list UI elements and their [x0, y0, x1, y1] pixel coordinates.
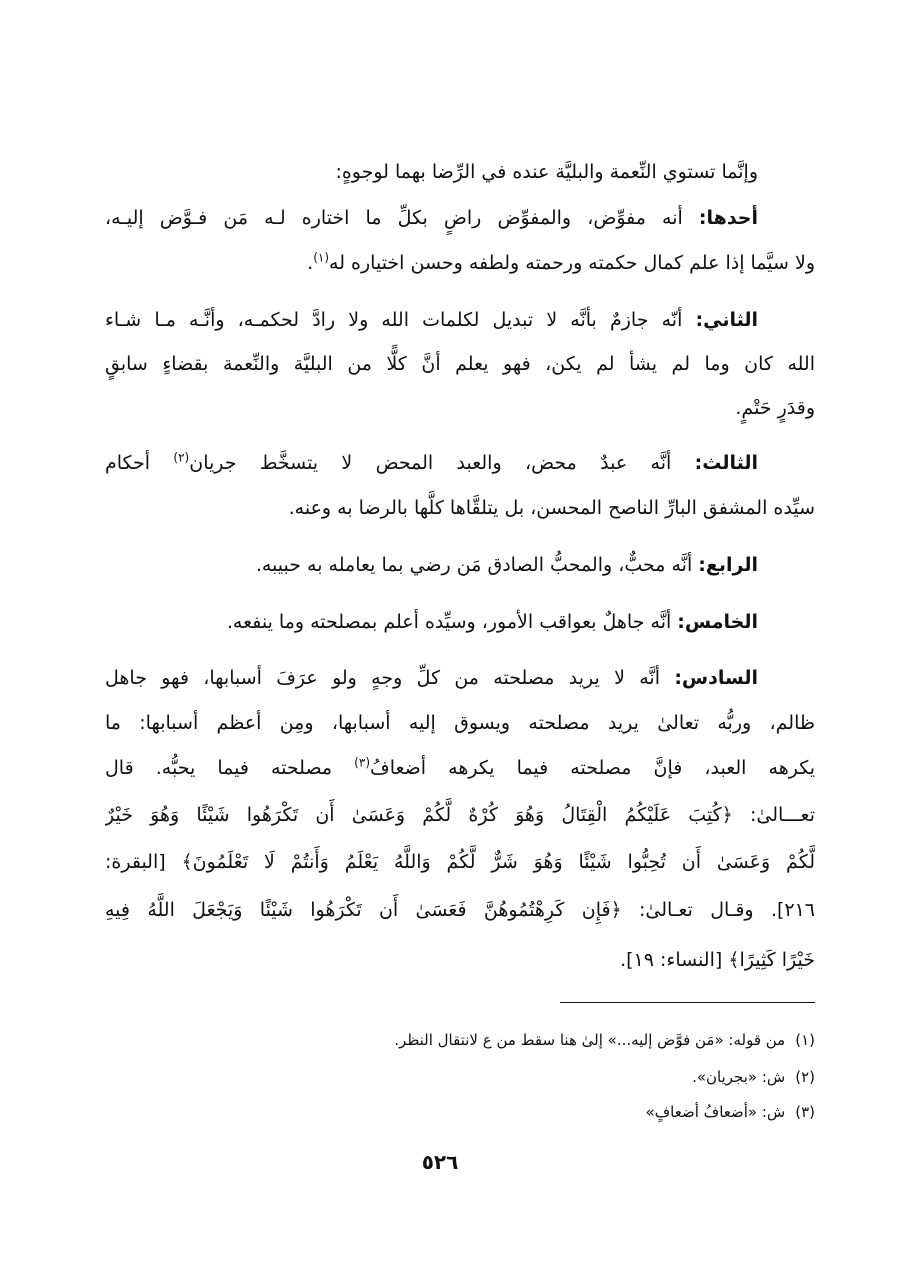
point-6-line-2: ظالم، وربُّه تعالىٰ يريد مصلحته ويسوق إليه أسبابها، ومِن أعظم أسبابها: ما	[105, 712, 815, 734]
footnote-ref-3[interactable]: (٣)	[354, 755, 370, 770]
period: .	[307, 252, 314, 274]
point-6-line-7	[105, 938, 815, 982]
point-2-line-2: الله كان وما لم يشأ لم يكن، فهو يعلم أنَّ كلًّا من البليَّة والنِّعمة بقضاءٍ سابقٍ	[105, 353, 815, 375]
footnote-1	[300, 1023, 815, 1057]
intro-line: وإنَّما تستوي النِّعمة والبليَّة عنده في الرِّضا بهما لوجوهٍ:	[335, 161, 758, 183]
point-1-line-1	[105, 196, 758, 240]
quran-verse-2: ﴿فَإِن كَرِهْتُمُوهُنَّ فَعَسَىٰ أَن تَكْرَهُوا شَيْئًا وَيَجْعَلَ اللَّهُ فِيهِ	[105, 899, 622, 921]
quran-verse-1-cont: لَّكُمْ وَعَسَىٰ أَن تُحِبُّوا شَيْئًا وَهُوَ شَرٌّ لَّكُمْ وَاللَّهُ يَعْلَمُ وَأَنتُمْ لَا تَعْلَمُونَ﴾	[181, 851, 815, 873]
quote-intro: تعـــالىٰ:	[732, 804, 815, 826]
footnote-ref-1[interactable]: (١)	[313, 250, 330, 265]
footnote-number: (٢)	[795, 1068, 815, 1086]
point-3-text: أنَّه عبدٌ محض، والعبد المحض لا يتسخَّط جريان	[189, 452, 695, 474]
point-2-heading: الثاني:	[695, 309, 758, 331]
point-6-heading: السادس:	[674, 667, 758, 689]
footnote-3	[300, 1095, 815, 1129]
point-5-heading: الخامس:	[677, 611, 758, 633]
point-1-text: أنه مفوِّض، والمفوِّض راضٍ بكلِّ ما اختاره لـه مَن فـوَّض إليـه،	[105, 207, 699, 229]
point-4-line-1	[105, 543, 758, 587]
footnote-text: ش: «أضعافُ أضعافٍ»	[645, 1103, 786, 1121]
quran-verse-2-cont: خَيْرًا كَثِيرًا﴾	[728, 949, 815, 971]
point-2-text: أنّه جازمٌ بأنَّه لا تبديل لكلمات الله ولا رادَّ لحكمـه، وأنَّـه مـا شـاء	[105, 309, 696, 331]
point-6-line-4	[105, 793, 815, 837]
verse-reference-1-end: ٢١٦]. وقـال تعـالىٰ:	[621, 899, 815, 921]
point-5-line-1	[105, 600, 758, 644]
footnote-text: ش: «بجريان».	[692, 1068, 786, 1086]
verse-reference-2: [النساء: ١٩].	[620, 949, 729, 971]
verse-reference-1: [البقرة:	[105, 851, 182, 873]
footnote-divider	[560, 1002, 815, 1003]
point-6-text-3-end: مصلحته فيما يحبُّه. قال	[105, 757, 355, 779]
point-6-text: أنَّه لا يريد مصلحته من كلِّ وجهٍ ولو عرَفَ أسبابها، فهو جاهل	[105, 667, 675, 689]
footnote-number: (٣)	[795, 1103, 815, 1121]
point-6-line-3	[105, 746, 815, 790]
point-1-text-2: ولا سيَّما إذا علم كمال حكمته ورحمته ولطفه وحسن اختياره له	[329, 252, 815, 274]
footnote-ref-2[interactable]: (٢)	[173, 450, 190, 465]
point-6-line-5	[105, 840, 815, 884]
point-3-text-end: أحكام	[105, 452, 174, 474]
point-5-text: أنَّه جاهلٌ بعواقب الأمور، وسيِّده أعلم بمصلحته وما ينفعه.	[226, 611, 678, 633]
point-3-line-1	[105, 441, 758, 485]
footnote-2	[300, 1060, 815, 1094]
point-3-heading: الثالث:	[694, 452, 758, 474]
point-2-line-1	[105, 298, 758, 342]
point-1-heading: أحدها:	[698, 207, 758, 229]
point-6-line-6	[105, 888, 815, 932]
page-number: ٥٢٦	[421, 1150, 459, 1174]
footnote-text: من قوله: «مَن فوَّض إليه...» إلىٰ هنا سقط من ع لانتقال النظر.	[394, 1031, 786, 1049]
point-2-line-3: وقدَرٍ حَتْمٍ.	[735, 397, 815, 419]
footnote-number: (١)	[795, 1031, 815, 1049]
point-4-heading: الرابع:	[698, 554, 758, 576]
point-1-line-2	[105, 241, 815, 285]
point-4-text: أنَّه محبٌّ، والمحبُّ الصادق مَن رضي بما يعامله به حبيبه.	[255, 554, 699, 576]
point-3-line-2: سيِّده المشفق البارِّ الناصح المحسن، بل يتلقَّاها كلَّها بالرضا به وعنه.	[288, 497, 815, 519]
quran-verse-1: ﴿كُتِبَ عَلَيْكُمُ الْقِتَالُ وَهُوَ كُرْهٌ لَّكُمْ وَعَسَىٰ أَن تَكْرَهُوا شَيْئًا وَهُوَ خَيْرٌ	[105, 804, 733, 826]
point-6-text-3: يكرهه العبد، فإنَّ مصلحته فيما يكرهه أضعافُ	[370, 757, 815, 779]
point-6-line-1	[105, 656, 758, 700]
